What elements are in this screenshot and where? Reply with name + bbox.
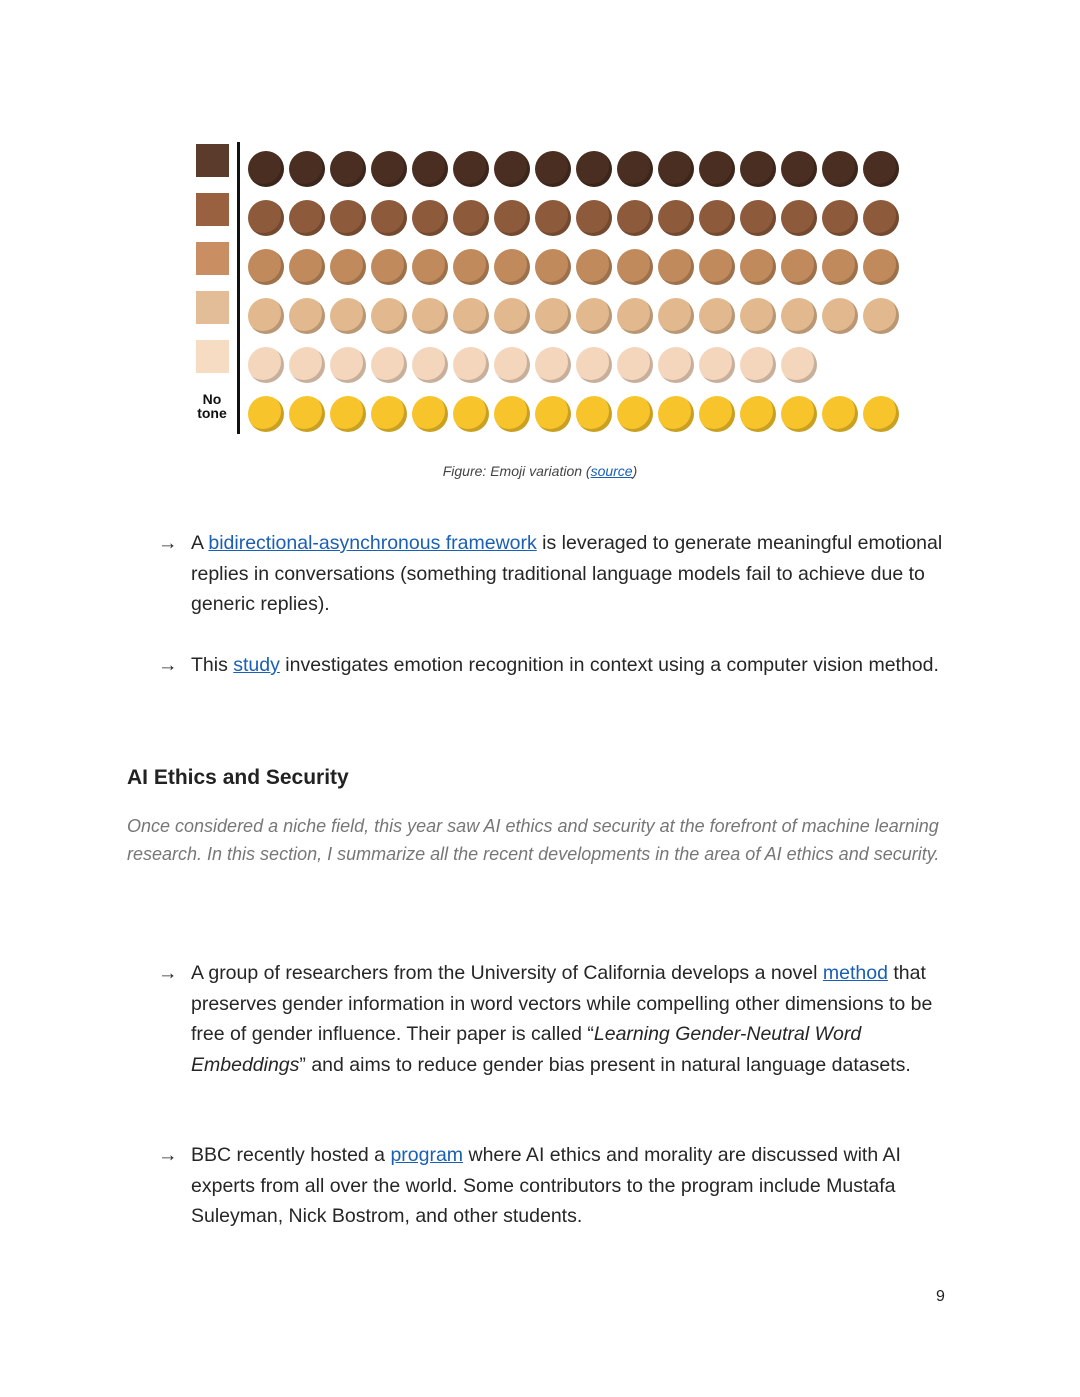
emoji-icon (412, 347, 448, 383)
emoji-icon (699, 347, 735, 383)
emoji-row-none (248, 387, 908, 436)
arrow-icon: → (158, 532, 178, 554)
paper-title: Learning Gender-Neutral Word Embeddings (191, 1023, 862, 1076)
emoji-icon (740, 200, 776, 236)
study-link[interactable]: study (233, 654, 280, 676)
bidirectional-framework-link[interactable]: bidirectional-asynchronous framework (208, 532, 537, 554)
emoji-row-medium-dark (248, 191, 908, 240)
emoji-icon (535, 151, 571, 187)
bullet-bbc-program: → BBC recently hosted a program where AI ethics and morality are discussed with AI experts from all over the world. Some contributors to the program include Mustafa Suleyman, Nick Bostrom, and other students. (158, 1140, 958, 1232)
emoji-icon (822, 298, 858, 334)
emoji-icon (822, 396, 858, 432)
emoji-icon (576, 347, 612, 383)
emoji-icon (453, 347, 489, 383)
emoji-icon (535, 347, 571, 383)
emoji-icon (289, 249, 325, 285)
emoji-icon (740, 249, 776, 285)
emoji-icon (330, 200, 366, 236)
emoji-icon (453, 151, 489, 187)
emoji-icon (330, 151, 366, 187)
emoji-icon (658, 151, 694, 187)
emoji-icon (371, 249, 407, 285)
figure-caption: Figure: Emoji variation (source) (442, 463, 638, 479)
emoji-icon (740, 298, 776, 334)
emoji-icon (617, 249, 653, 285)
skin-tone-swatches (196, 144, 230, 389)
section-heading: AI Ethics and Security (127, 766, 349, 789)
emoji-icon (289, 396, 325, 432)
emoji-icon (699, 200, 735, 236)
arrow-icon: → (158, 654, 178, 676)
emoji-icon (371, 298, 407, 334)
emoji-icon (371, 396, 407, 432)
emoji-icon (453, 200, 489, 236)
emoji-icon (371, 200, 407, 236)
emoji-icon (330, 347, 366, 383)
section-intro: Once considered a niche field, this year saw AI ethics and security at the forefront of machine learning research. In this section, I summarize all the recent developments in the area of AI ethics and security. (127, 816, 940, 864)
emoji-icon (822, 151, 858, 187)
no-tone-label: No tone (197, 391, 227, 421)
emoji-icon (658, 298, 694, 334)
emoji-icon (699, 151, 735, 187)
emoji-icon (699, 298, 735, 334)
skin-tone-swatch-medium (196, 242, 229, 275)
emoji-icon (412, 298, 448, 334)
emoji-icon (699, 396, 735, 432)
emoji-icon (658, 347, 694, 383)
emoji-icon (330, 249, 366, 285)
emoji-icon (412, 396, 448, 432)
emoji-icon (781, 249, 817, 285)
emoji-icon (371, 347, 407, 383)
emoji-icon (781, 396, 817, 432)
emoji-icon (781, 298, 817, 334)
bullet-bidirectional-framework: → A bidirectional-asynchronous framework is leveraged to generate meaningful emotional replies in conversations (something traditional language models fail to achieve due to generic replies). (158, 528, 958, 620)
skin-tone-swatch-light (196, 340, 229, 373)
emoji-row-light (248, 338, 908, 387)
emoji-icon (248, 249, 284, 285)
emoji-icon (781, 200, 817, 236)
emoji-icon (535, 396, 571, 432)
emoji-icon (617, 298, 653, 334)
emoji-icon (576, 298, 612, 334)
emoji-icon (412, 200, 448, 236)
emoji-icon (740, 347, 776, 383)
emoji-icon (535, 249, 571, 285)
emoji-icon (494, 298, 530, 334)
emoji-icon (617, 151, 653, 187)
figure-divider (237, 142, 240, 434)
emoji-icon (289, 347, 325, 383)
emoji-icon (658, 396, 694, 432)
emoji-icon (535, 200, 571, 236)
emoji-variation-figure (190, 138, 910, 438)
emoji-icon (248, 151, 284, 187)
emoji-icon (781, 347, 817, 383)
emoji-icon (248, 200, 284, 236)
emoji-icon (576, 396, 612, 432)
emoji-icon (494, 200, 530, 236)
emoji-icon (576, 249, 612, 285)
emoji-icon (781, 151, 817, 187)
emoji-icon (863, 249, 899, 285)
emoji-icon (822, 200, 858, 236)
emoji-icon (494, 347, 530, 383)
emoji-icon (289, 151, 325, 187)
emoji-icon (330, 396, 366, 432)
method-link[interactable]: method (822, 962, 888, 984)
emoji-icon (617, 200, 653, 236)
emoji-icon (863, 298, 899, 334)
emoji-icon (863, 151, 899, 187)
emoji-icon (535, 298, 571, 334)
emoji-icon (576, 151, 612, 187)
skin-tone-swatch-medium-dark (196, 193, 229, 226)
emoji-icon (658, 249, 694, 285)
emoji-icon (740, 151, 776, 187)
arrow-icon: → (158, 1144, 178, 1166)
emoji-row-medium (248, 240, 908, 289)
emoji-icon (617, 347, 653, 383)
caption-source-link[interactable]: source (590, 463, 633, 479)
emoji-icon (822, 249, 858, 285)
emoji-row-medium-light (248, 289, 908, 338)
emoji-grid (248, 142, 908, 436)
emoji-icon (248, 396, 284, 432)
emoji-row-dark (248, 142, 908, 191)
emoji-icon (863, 200, 899, 236)
emoji-icon (699, 249, 735, 285)
emoji-icon (412, 151, 448, 187)
bullet-gender-neutral-method: → A group of researchers from the University of California develops a novel method that preserves gender information in word vectors while compelling other dimensions to be free of gender influence. Their paper is called “Learning Gender-Neutral Word Embeddings” and aims to reduce gender bias present in natural language datasets. (158, 958, 958, 1080)
emoji-icon (453, 249, 489, 285)
emoji-icon (740, 396, 776, 432)
emoji-icon (330, 298, 366, 334)
emoji-icon (617, 396, 653, 432)
emoji-icon (289, 200, 325, 236)
skin-tone-swatch-medium-light (196, 291, 229, 324)
emoji-icon (658, 200, 694, 236)
emoji-icon (576, 200, 612, 236)
emoji-icon (863, 396, 899, 432)
emoji-icon (494, 151, 530, 187)
emoji-icon (371, 151, 407, 187)
emoji-icon (453, 396, 489, 432)
emoji-icon (248, 298, 284, 334)
emoji-icon (412, 249, 448, 285)
arrow-icon: → (158, 962, 178, 984)
emoji-icon (289, 298, 325, 334)
page-number: 9 (936, 1288, 945, 1305)
emoji-icon (453, 298, 489, 334)
skin-tone-swatch-dark (196, 144, 229, 177)
emoji-icon (494, 249, 530, 285)
program-link[interactable]: program (390, 1144, 464, 1166)
emoji-icon (248, 347, 284, 383)
bullet-emotion-study: → This study investigates emotion recognition in context using a computer vision method. (158, 650, 958, 681)
emoji-icon (494, 396, 530, 432)
